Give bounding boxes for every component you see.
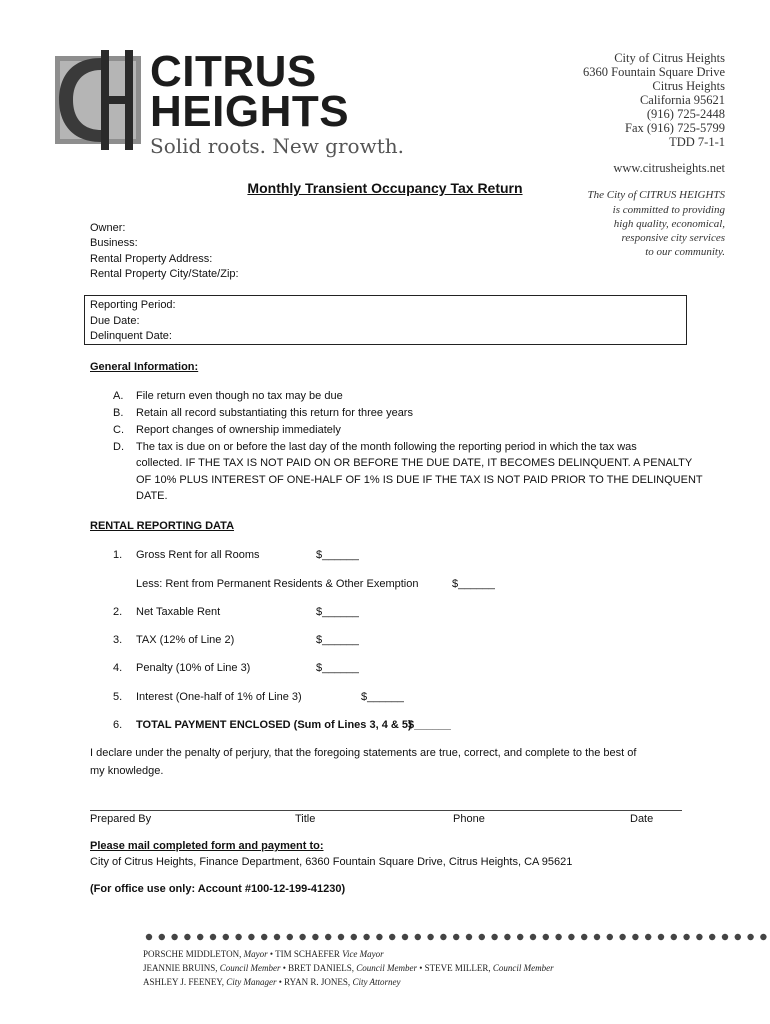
official-name: STEVE MILLER,	[424, 963, 491, 973]
footer-dot	[389, 934, 395, 940]
official-role: City Manager	[226, 977, 277, 987]
list-item: DATE.	[136, 490, 168, 502]
footer-dot	[287, 934, 293, 940]
list-item-letter: B.	[113, 407, 124, 419]
footer-dot	[427, 934, 433, 940]
official-role: Council Member	[492, 963, 554, 973]
official-role: Mayor	[243, 949, 268, 959]
mission-line: to our community.	[645, 246, 725, 258]
footer-dot	[543, 934, 549, 940]
footer-dot	[555, 934, 561, 940]
rental-line-number: 5.	[113, 691, 123, 703]
footer-dot	[415, 934, 421, 940]
footer-dot	[146, 934, 152, 940]
footer-dot	[632, 934, 638, 940]
official-role: Council Member	[356, 963, 418, 973]
rental-line-label: Net Taxable Rent	[136, 606, 221, 618]
footer-dot	[747, 934, 753, 940]
tax-amount[interactable]: $______	[316, 634, 359, 646]
official-name: JEANNIE BRUINS,	[143, 963, 218, 973]
website-link[interactable]: www.citrusheights.net	[613, 161, 725, 175]
footer-dot	[184, 934, 190, 940]
mission-line: high quality, economical,	[613, 218, 725, 230]
footer-dot	[223, 934, 229, 940]
rental-line-number: 1.	[113, 549, 123, 561]
city-state-zip-field-label: Rental Property City/State/Zip:	[90, 268, 239, 280]
mail-heading: Please mail completed form and payment to:	[90, 840, 324, 852]
footer-dot	[235, 934, 241, 940]
official-name: RYAN R. JONES,	[284, 977, 351, 987]
officials-line-1	[143, 950, 384, 959]
list-item: Report changes of ownership immediately	[136, 424, 341, 436]
address-line: Citrus Heights	[652, 79, 725, 93]
rental-reporting-heading: RENTAL REPORTING DATA	[90, 520, 235, 532]
list-item: OF 10% PLUS INTEREST OF ONE-HALF OF 1% IS DUE IF THE TAX IS NOT PAID PRIOR TO THE DELINQUENT	[136, 474, 703, 486]
title-label: Title	[295, 813, 316, 825]
separator-dot: •	[278, 977, 282, 987]
form-title: Monthly Transient Occupancy Tax Return	[247, 180, 523, 196]
due-date-label: Due Date:	[90, 315, 140, 327]
logo-wordmark-heights: HEIGHTS	[150, 87, 350, 136]
footer-dot	[171, 934, 177, 940]
mission-line: The City of CITRUS HEIGHTS	[587, 189, 725, 201]
list-item: The tax is due on or before the last day of the month following the reporting period in which the tax was	[136, 441, 637, 453]
mail-address: City of Citrus Heights, Finance Department, 6360 Fountain Square Drive, Citrus Heights, CA 95621	[90, 856, 573, 868]
rental-line-label: Interest (One-half of 1% of Line 3)	[136, 691, 302, 703]
footer-dot	[440, 934, 446, 940]
exemption-amount[interactable]: $______	[452, 578, 495, 590]
footer-dot	[197, 934, 203, 940]
official-role: Council Member	[219, 963, 281, 973]
rental-line-number: 3.	[113, 634, 123, 646]
footer-dot	[453, 934, 459, 940]
footer-dot	[517, 934, 523, 940]
address-line: TDD 7-1-1	[669, 135, 725, 149]
footer-dot	[722, 934, 728, 940]
footer-dot	[338, 934, 344, 940]
rental-line-label: TAX (12% of Line 2)	[136, 634, 235, 646]
footer-dot	[210, 934, 216, 940]
official-name: PORSCHE MIDDLETON,	[143, 949, 242, 959]
list-item: Retain all record substantiating this return for three years	[136, 407, 413, 419]
footer-dot	[312, 934, 318, 940]
city-logo-icon	[55, 50, 145, 150]
separator-dot: •	[269, 949, 273, 959]
date-label: Date	[630, 813, 654, 825]
footer-dot	[760, 934, 766, 940]
footer-dot-divider	[145, 930, 770, 944]
footer-dot	[568, 934, 574, 940]
logo-tagline: Solid roots. New growth.	[150, 134, 404, 158]
signature-line[interactable]	[90, 810, 682, 811]
footer-dot	[683, 934, 689, 940]
footer-dot	[248, 934, 254, 940]
footer-dot	[530, 934, 536, 940]
owner-field-label: Owner:	[90, 222, 126, 234]
declaration-text: my knowledge.	[90, 765, 164, 777]
delinquent-date-label: Delinquent Date:	[90, 330, 172, 342]
logo-wordmark-citrus: CITRUS	[150, 47, 317, 96]
footer-dot	[376, 934, 382, 940]
list-item: File return even though no tax may be due	[136, 390, 343, 402]
footer-dot	[402, 934, 408, 940]
prepared-by-label: Prepared By	[90, 813, 152, 825]
footer-dot	[735, 934, 741, 940]
list-item: collected. IF THE TAX IS NOT PAID ON OR BEFORE THE DUE DATE, IT BECOMES DELINQUENT. A PENALTY	[136, 457, 693, 469]
footer-dot	[696, 934, 702, 940]
official-name: BRET DANIELS,	[288, 963, 355, 973]
total-payment-label: TOTAL PAYMENT ENCLOSED (Sum of Lines 3, 4 & 5)	[136, 719, 412, 731]
rental-line-label: Less: Rent from Permanent Residents & Other Exemption	[136, 578, 419, 590]
address-line: California 95621	[639, 93, 725, 107]
footer-dot	[658, 934, 664, 940]
interest-amount[interactable]: $______	[361, 691, 404, 703]
gross-rent-amount[interactable]: $______	[316, 549, 359, 561]
official-role: City Attorney	[352, 977, 401, 987]
list-item-letter: D.	[113, 441, 124, 453]
phone-label: Phone	[453, 813, 485, 825]
address-line: (916) 725-2448	[646, 107, 725, 121]
official-role: Vice Mayor	[342, 949, 384, 959]
rental-line-number: 4.	[113, 662, 123, 674]
office-use-note: (For office use only: Account #100-12-199-41230)	[90, 883, 346, 895]
separator-dot: •	[419, 963, 423, 973]
footer-dot	[466, 934, 472, 940]
total-payment-amount[interactable]: $______	[408, 719, 451, 731]
address-line: 6360 Fountain Square Drive	[583, 65, 725, 79]
footer-dot	[671, 934, 677, 940]
officials-line-3	[143, 978, 401, 987]
footer-dot	[351, 934, 357, 940]
officials-line-2	[143, 964, 554, 973]
separator-dot: •	[282, 963, 286, 973]
reporting-period-label: Reporting Period:	[90, 299, 176, 311]
footer-dot	[299, 934, 305, 940]
footer-dot	[504, 934, 510, 940]
footer-dot	[619, 934, 625, 940]
footer-dot	[261, 934, 267, 940]
footer-dot	[709, 934, 715, 940]
net-taxable-amount[interactable]: $______	[316, 606, 359, 618]
mission-line: responsive city services	[621, 232, 725, 244]
rental-line-number: 6.	[113, 719, 123, 731]
address-field-label: Rental Property Address:	[90, 253, 213, 265]
rental-line-number: 2.	[113, 606, 123, 618]
footer-dot	[274, 934, 280, 940]
declaration-text: I declare under the penalty of perjury, that the foregoing statements are true, correct, and complete to the best of	[90, 747, 637, 759]
address-line: Fax (916) 725-5799	[625, 121, 725, 135]
footer-dot	[363, 934, 369, 940]
footer-dot	[491, 934, 497, 940]
footer-dot	[159, 934, 165, 940]
footer-dot	[325, 934, 331, 940]
rental-line-label: Penalty (10% of Line 3)	[136, 662, 251, 674]
address-line: City of Citrus Heights	[614, 51, 725, 65]
footer-dot	[594, 934, 600, 940]
rental-line-label: Gross Rent for all Rooms	[136, 549, 260, 561]
official-name: TIM SCHAEFER	[275, 949, 340, 959]
list-item-letter: A.	[113, 390, 124, 402]
footer-dot	[645, 934, 651, 940]
official-name: ASHLEY J. FEENEY,	[143, 977, 225, 987]
footer-dot	[581, 934, 587, 940]
business-field-label: Business:	[90, 237, 138, 249]
penalty-amount[interactable]: $______	[316, 662, 359, 674]
footer-dot	[607, 934, 613, 940]
general-info-heading: General Information:	[90, 361, 199, 373]
list-item-letter: C.	[113, 424, 124, 436]
mission-line: is committed to providing	[612, 204, 725, 216]
footer-dot	[479, 934, 485, 940]
